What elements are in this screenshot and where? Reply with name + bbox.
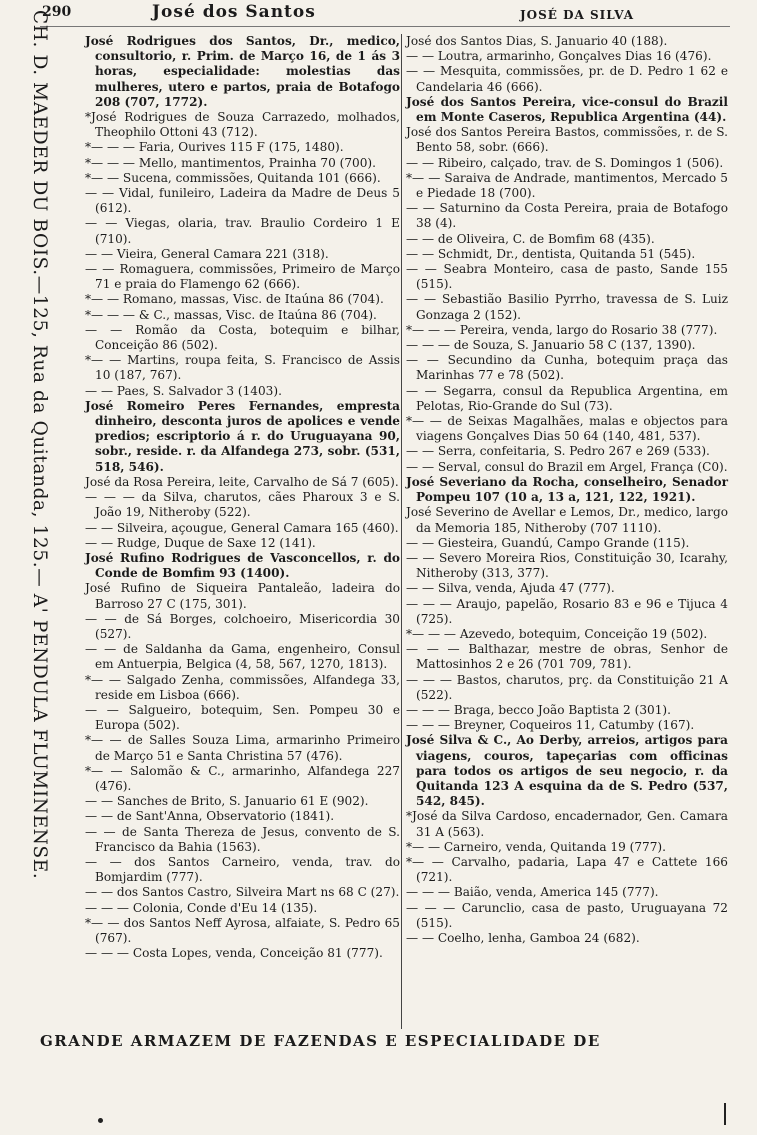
directory-entry: *— — Carvalho, padaria, Lapa 47 e Cattete 166 (721). [406, 854, 728, 885]
directory-entry: — — Vieira, General Camara 221 (318). [85, 246, 329, 261]
directory-entry: *José da Silva Cardoso, encadernador, Gen. Camara 31 A (563). [406, 809, 728, 839]
directory-entry: — — Paes, S. Salvador 3 (1403). [85, 383, 282, 398]
directory-entry: José dos Santos Dias, S. Januario 40 (188). [406, 34, 668, 48]
right-column [406, 34, 728, 946]
vertical-advertisement-text: CH. D. MAEDER DU BOIS.—125, Rua da Quitanda, 125.— A' PENDULA FLUMINENSE. [29, 10, 50, 880]
directory-entry: *— — — Azevedo, botequim, Conceição 19 (502). [406, 626, 708, 641]
page-title: José dos Santos [152, 2, 316, 22]
column-divider [401, 34, 402, 1029]
directory-entry: — — Seabra Monteiro, casa de pasto, Sande 155 (515). [406, 262, 728, 292]
directory-entry: — — — Colonia, Conde d'Eu 14 (135). [85, 900, 318, 915]
directory-entry: — — Silva, venda, Ajuda 47 (777). [406, 581, 615, 596]
directory-entry: — — Rudge, Duque de Saxe 12 (141). [85, 535, 316, 550]
directory-entry: — — Serval, consul do Brazil em Argel, França (C0). [406, 459, 728, 474]
directory-entry: *José Rodrigues de Souza Carrazedo, molhados, Theophilo Ottoni 43 (712). [85, 110, 400, 140]
directory-entry: — — — Balthazar, mestre de obras, Senhor de Mattosinhos 2 e 26 (701 709, 781). [406, 642, 728, 672]
directory-entry: — — de Sá Borges, colchoeiro, Misericordia 30 (527). [85, 611, 400, 641]
directory-entry: — — Loutra, armarinho, Gonçalves Dias 16 (476). [406, 49, 712, 64]
directory-entry: José Rufino Rodrigues de Vasconcellos, r. do Conde de Bomfim 93 (1400). [85, 550, 400, 581]
directory-entry: José Romeiro Peres Fernandes, empresta dinheiro, desconta juros de apolices e vende predios; escriptorio á r. do Uruguayana 90, sobr., reside. r. da Alfandega 273, sobr. (531, 518, 546). [85, 398, 400, 474]
running-head-right: JOSÉ DA SILVA [520, 8, 634, 22]
printer-mark [724, 1103, 726, 1125]
directory-entry: — — — de Souza, S. Januario 58 C (137, 1390). [406, 338, 696, 353]
directory-entry: — — de Santa Thereza de Jesus, convento de S. Francisco da Bahia (1563). [85, 824, 400, 854]
directory-entry: — — — Araujo, papelão, Rosario 83 e 96 e Tijuca 4 (725). [406, 596, 728, 626]
directory-entry: — — de Oliveira, C. de Bomfim 68 (435). [406, 231, 655, 246]
directory-entry: *— — dos Santos Neff Ayrosa, alfaiate, S. Pedro 65 (767). [85, 915, 400, 945]
directory-entry: *— — de Seixas Magalhães, malas e objectos para viagens Gonçalves Dias 50 64 (140, 481, 537). [406, 414, 728, 444]
directory-entry: — — — Bastos, charutos, prç. da Constituição 21 A (522). [406, 672, 728, 702]
directory-entry: — — — Costa Lopes, venda, Conceição 81 (777). [85, 946, 383, 961]
directory-entry: — — Romaguera, commissões, Primeiro de Março 71 e praia do Flamengo 62 (666). [85, 262, 400, 292]
running-header [40, 2, 750, 26]
directory-entry: *— — Carneiro, venda, Quitanda 19 (777). [406, 839, 666, 854]
directory-entry: — — Sebastião Basilio Pyrrho, travessa de S. Luiz Gonzaga 2 (152). [406, 292, 728, 322]
directory-entry: José Rufino de Siqueira Pantaleão, ladeira do Barroso 27 C (175, 301). [85, 581, 400, 611]
footer-advertisement: GRANDE ARMAZEM DE FAZENDAS E ESPECIALIDADE DE [40, 1032, 601, 1050]
directory-entry: — — Sanches de Brito, S. Januario 61 E (902). [85, 794, 369, 809]
directory-entry: José Severiano da Rocha, conselheiro, Senador Pompeu 107 (10 a, 13 a, 121, 122, 1921). [406, 474, 728, 505]
directory-entry: — — — Breyner, Coqueiros 11, Catumby (167). [406, 718, 695, 733]
directory-entry: — — de Saldanha da Gama, engenheiro, Consul em Antuerpia, Belgica (4, 58, 567, 1270, 1813). [85, 642, 400, 672]
directory-entry: — — Mesquita, commissões, pr. de D. Pedro 1 62 e Candelaria 46 (666). [406, 64, 728, 94]
page-number: 290 [42, 4, 72, 20]
directory-entry: *— — Salomão & C., armarinho, Alfandega 227 (476). [85, 763, 400, 793]
directory-entry: — — Segarra, consul da Republica Argentina, em Pelotas, Rio-Grande do Sul (73). [406, 383, 728, 413]
directory-entry: *— — Martins, roupa feita, S. Francisco de Assis 10 (187, 767). [85, 353, 400, 383]
directory-entry: José Severino de Avellar e Lemos, Dr., medico, largo da Memoria 185, Nitheroby (707 1110). [406, 505, 728, 535]
directory-entry: José Silva & C., Ao Derby, arreios, artigos para viagens, couros, tapeçarias com officinas para todos os artigos de seu negocio, r. da Quitanda 123 A esquina da de S. Pedro (537, 542, 845). [406, 733, 728, 809]
header-rule [40, 26, 730, 27]
directory-entry: *— — Romano, massas, Visc. de Itaúna 86 (704). [85, 292, 384, 307]
vertical-advertisement [20, 10, 80, 1060]
directory-entry: — — Saturnino da Costa Pereira, praia de Botafogo 38 (4). [406, 201, 728, 231]
directory-entry: — — Coelho, lenha, Gamboa 24 (682). [406, 930, 640, 945]
directory-entry: — — Severo Moreira Rios, Constituição 30, Icarahy, Nitheroby (313, 377). [406, 550, 728, 581]
directory-entry: *— — — Faria, Ourives 115 F (175, 1480). [85, 140, 344, 155]
directory-entry: — — de Sant'Anna, Observatorio (1841). [85, 809, 335, 824]
directory-entry: *— — — Mello, mantimentos, Prainha 70 (700). [85, 155, 376, 170]
directory-entry: — — — Carunclio, casa de pasto, Uruguayana 72 (515). [406, 900, 728, 930]
directory-entry: — — Salgueiro, botequim, Sen. Pompeu 30 e Europa (502). [85, 702, 400, 733]
directory-entry: José dos Santos Pereira, vice-consul do Brazil em Monte Caseros, Republica Argentina (44). [406, 94, 728, 125]
directory-entry: *— — — & C., massas, Visc. de Itaúna 86 (704). [85, 307, 377, 322]
directory-entry: — — Giesteira, Guandú, Campo Grande (115). [406, 535, 690, 550]
directory-entry: *— — — Pereira, venda, largo do Rosario 38 (777). [406, 322, 718, 337]
directory-entry: — — dos Santos Castro, Silveira Mart ns 68 C (27). [85, 885, 400, 900]
directory-entry: José da Rosa Pereira, leite, Carvalho de Sá 7 (605). [85, 474, 399, 489]
directory-entry: — — Silveira, açougue, General Camara 165 (460). [85, 520, 399, 535]
directory-entry: — — Ribeiro, calçado, trav. de S. Domingos 1 (506). [406, 155, 724, 170]
directory-entry: — — Schmidt, Dr., dentista, Quitanda 51 (545). [406, 246, 696, 261]
directory-entry: *— — Saraiva de Andrade, mantimentos, Mercado 5 e Piedade 18 (700). [406, 170, 728, 201]
directory-entry: — — Serra, confeitaria, S. Pedro 267 e 269 (533). [406, 444, 710, 459]
directory-entry: José dos Santos Pereira Bastos, commissões, r. de S. Bento 58, sobr. (666). [406, 125, 728, 155]
directory-entry: — — Viegas, olaria, trav. Braulio Cordeiro 1 E (710). [85, 216, 400, 246]
left-column [85, 34, 400, 961]
printer-mark [98, 1118, 103, 1123]
directory-entry: — — Vidal, funileiro, Ladeira da Madre de Deus 5 (612). [85, 186, 400, 216]
directory-entry: — — — da Silva, charutos, cães Pharoux 3 e S. João 19, Nitheroby (522). [85, 490, 400, 520]
directory-entry: — — — Baião, venda, America 145 (777). [406, 885, 659, 900]
directory-entry: José Rodrigues dos Santos, Dr., medico, consultorio, r. Prim. de Março 16, de 1 ás 3 horas, especialidade: molestias das mulheres, utero e partos, praia de Botafogo 208 (707, 1772). [85, 34, 400, 109]
directory-entry: *— — de Salles Souza Lima, armarinho Primeiro de Março 51 e Santa Christina 57 (476). [85, 733, 400, 763]
directory-entry: — — Romão da Costa, botequim e bilhar, Conceição 86 (502). [85, 322, 400, 353]
directory-entry: — — dos Santos Carneiro, venda, trav. do Bomjardim (777). [85, 854, 400, 885]
directory-entry: — — — Braga, becco João Baptista 2 (301). [406, 702, 671, 717]
directory-entry: *— — Salgado Zenha, commissões, Alfandega 33, reside em Lisboa (666). [85, 672, 400, 702]
directory-entry: — — Secundino da Cunha, botequim praça das Marinhas 77 e 78 (502). [406, 353, 728, 383]
directory-entry: *— — Sucena, commissões, Quitanda 101 (666). [85, 170, 381, 185]
